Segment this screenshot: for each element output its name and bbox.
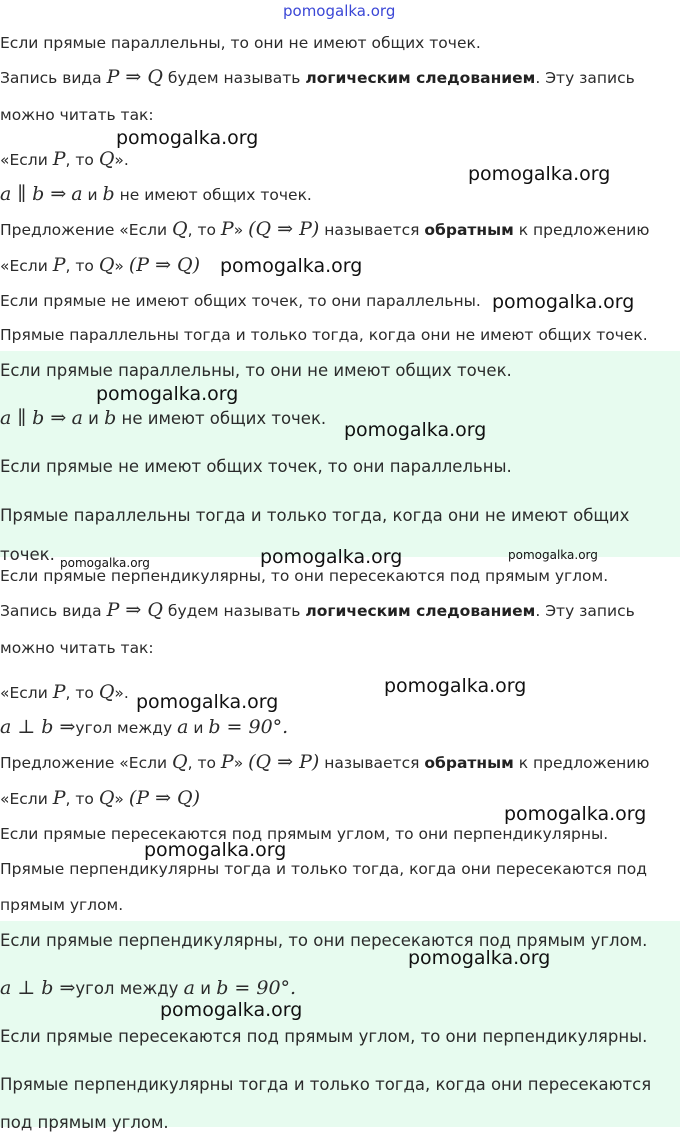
g2-line5: под прямым углом. <box>0 1113 169 1132</box>
b2-l5-text: угол между <box>75 719 173 737</box>
b2-a: a <box>177 716 189 738</box>
b1-l4a: «Если <box>0 151 48 169</box>
b1-l7b: , то <box>65 257 94 275</box>
b2-line6 <box>0 751 649 774</box>
b2-P: P <box>52 681 66 703</box>
b1-and: и <box>87 186 98 204</box>
watermark-14: pomogalka.org <box>408 947 551 969</box>
b2-l2b: будем называть <box>167 602 301 620</box>
b1-l6e: к предложению <box>518 221 650 239</box>
g2-b-eq-90: b = 90°. <box>216 977 297 999</box>
b1-l6d: называется <box>324 221 420 239</box>
b2-l6c: » <box>233 754 244 772</box>
b2-Q: Q <box>98 681 115 703</box>
g2-text: угол между <box>75 979 179 998</box>
g1-line5: точек. <box>0 545 55 564</box>
b1-P: P <box>52 148 66 170</box>
watermark-6: pomogalka.org <box>344 419 487 441</box>
b2-line4 <box>0 681 129 704</box>
b1-line2 <box>0 66 635 89</box>
b1-l6c: » <box>233 221 244 239</box>
b2-l7-P: P <box>52 787 66 809</box>
watermark-1: pomogalka.org <box>116 127 259 149</box>
b2-line5 <box>0 716 288 739</box>
b1-converse: обратным <box>424 221 514 239</box>
b2-l4a: «Если <box>0 684 48 702</box>
b2-l7c: » <box>114 790 124 808</box>
b2-formula-p-implies-q: P ⇒ Q <box>106 599 163 621</box>
b1-line5 <box>0 183 312 206</box>
b2-l6a: Предложение «Если <box>0 754 168 772</box>
b1-a: a <box>71 183 83 205</box>
b1-l4b: , то <box>65 151 94 169</box>
watermark-3: pomogalka.org <box>220 255 363 277</box>
b1-line8: Если прямые не имеют общих точек, то они параллельны. <box>0 292 481 310</box>
b1-l7a: «Если <box>0 257 48 275</box>
b2-formula-p-implies-q-paren: (P ⇒ Q) <box>128 787 201 809</box>
watermark-top: pomogalka.org <box>283 2 396 20</box>
b2-perp-formula: a ⊥ b ⇒ <box>0 716 76 738</box>
g1-line1: Если прямые параллельны, то они не имеют общих точек. <box>0 361 512 380</box>
watermark-10: pomogalka.org <box>384 675 527 697</box>
watermark-15: pomogalka.org <box>160 999 303 1021</box>
b2-formula-q-implies-p: (Q ⇒ P) <box>248 751 320 773</box>
b2-l4b: , то <box>65 684 94 702</box>
b2-line1: Если прямые перпендикулярны, то они пересекаются под прямым углом. <box>0 567 609 585</box>
b1-l7-P: P <box>52 254 66 276</box>
g2-line4: Прямые перпендикулярны тогда и только тогда, когда они пересекаются <box>0 1075 652 1094</box>
b2-l4c: ». <box>114 684 129 702</box>
b1-parallel-formula: a ∥ b ⇒ <box>0 183 67 205</box>
b1-l6-Q: Q <box>172 218 188 240</box>
b2-line10: прямым углом. <box>0 896 124 914</box>
g1-a: a <box>71 407 83 429</box>
b1-line6 <box>0 218 649 241</box>
b1-line4 <box>0 148 129 171</box>
b2-l7b: , то <box>65 790 94 808</box>
b1-l2a: Запись вида <box>0 69 102 87</box>
watermark-9: pomogalka.org <box>508 548 598 562</box>
b2-l2a: Запись вида <box>0 602 102 620</box>
b1-l4c: ». <box>114 151 129 169</box>
b1-l6b: , то <box>187 221 216 239</box>
watermark-2: pomogalka.org <box>468 163 611 185</box>
b1-l7c: » <box>114 257 124 275</box>
b2-b-eq-90: b = 90°. <box>208 716 289 738</box>
b2-l6-P: P <box>220 751 234 773</box>
watermark-4: pomogalka.org <box>492 291 635 313</box>
b2-l6e: к предложению <box>518 754 650 772</box>
b1-logical-consequence: логическим следованием <box>305 69 536 87</box>
b1-l5-rest: не имеют общих точек. <box>119 186 312 204</box>
b2-and: и <box>193 719 204 737</box>
b2-line7 <box>0 787 200 810</box>
b2-l2c: . Эту запись <box>535 602 635 620</box>
b2-line3: можно читать так: <box>0 639 154 657</box>
b2-l7-Q: Q <box>98 787 115 809</box>
g1-line2 <box>0 407 326 430</box>
watermark-12: pomogalka.org <box>504 803 647 825</box>
b2-l6d: называется <box>324 754 420 772</box>
g2-line2 <box>0 977 296 1000</box>
b2-line9: Прямые перпендикулярны тогда и только тогда, когда они пересекаются под <box>0 860 647 878</box>
watermark-13: pomogalka.org <box>144 839 287 861</box>
g1-line4: Прямые параллельны тогда и только тогда, когда они не имеют общих <box>0 506 630 525</box>
b1-line7 <box>0 254 200 277</box>
b1-formula-q-implies-p: (Q ⇒ P) <box>248 218 320 240</box>
b1-l2b: будем называть <box>167 69 301 87</box>
watermark-11: pomogalka.org <box>136 691 279 713</box>
b1-l2c: . Эту запись <box>535 69 635 87</box>
g2-a: a <box>183 977 195 999</box>
b1-b: b <box>102 183 115 205</box>
g2-line3: Если прямые пересекаются под прямым углом, то они перпендикулярны. <box>0 1027 648 1046</box>
b2-line8: Если прямые пересекаются под прямым углом, то они перпендикулярны. <box>0 825 609 843</box>
b2-logical-consequence: логическим следованием <box>305 602 536 620</box>
g1-and: и <box>88 409 99 428</box>
g1-line3: Если прямые не имеют общих точек, то они параллельны. <box>0 457 512 476</box>
watermark-5: pomogalka.org <box>96 383 239 405</box>
b1-l6-P: P <box>220 218 234 240</box>
b1-formula-p-implies-q-paren: (P ⇒ Q) <box>128 254 201 276</box>
g1-parallel-formula: a ∥ b ⇒ <box>0 407 67 429</box>
g2-perp-formula: a ⊥ b ⇒ <box>0 977 76 999</box>
b1-line1: Если прямые параллельны, то они не имеют общих точек. <box>0 34 481 52</box>
b1-Q: Q <box>98 148 115 170</box>
b1-l7-Q: Q <box>98 254 115 276</box>
b1-l6a: Предложение «Если <box>0 221 168 239</box>
g1-rest: не имеют общих точек. <box>121 409 327 428</box>
b2-converse: обратным <box>424 754 514 772</box>
g2-line1: Если прямые перпендикулярны, то они пересекаются под прямым углом. <box>0 931 648 950</box>
b1-formula-p-implies-q: P ⇒ Q <box>106 66 163 88</box>
b2-line2 <box>0 599 635 622</box>
b1-line9: Прямые параллельны тогда и только тогда, когда они не имеют общих точек. <box>0 326 648 344</box>
g2-and: и <box>200 979 211 998</box>
b2-l6-Q: Q <box>172 751 188 773</box>
watermark-8: pomogalka.org <box>260 546 403 568</box>
b1-line3: можно читать так: <box>0 106 154 124</box>
b2-l7a: «Если <box>0 790 48 808</box>
g1-b: b <box>104 407 117 429</box>
b2-l6b: , то <box>187 754 216 772</box>
watermark-7: pomogalka.org <box>60 556 150 570</box>
